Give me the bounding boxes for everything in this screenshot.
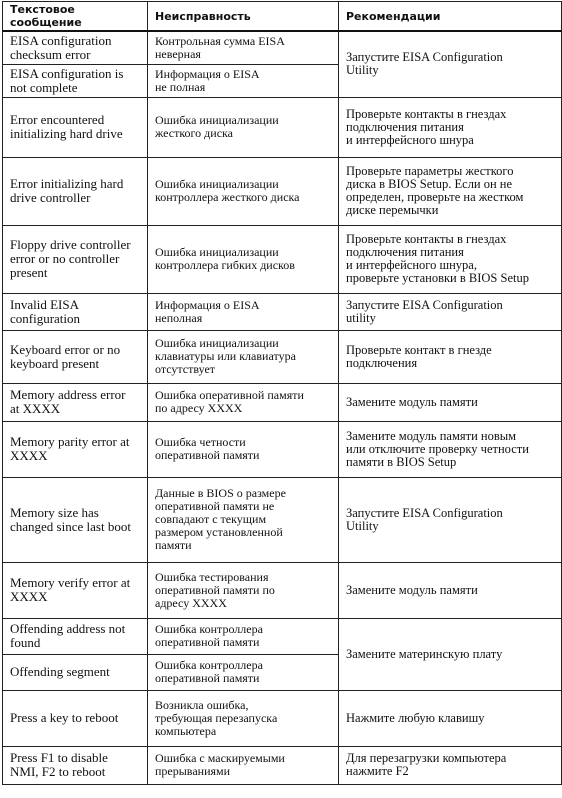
message-cell: Press F1 to disable NMI, F2 to reboot bbox=[3, 746, 148, 784]
table-row bbox=[3, 618, 562, 654]
recommendation-cell: Замените модуль памяти новым или отключите проверку четности памяти в BIOS Setup bbox=[339, 421, 562, 477]
fault-cell: Информация о EISA не полная bbox=[148, 64, 339, 97]
table-row bbox=[3, 157, 562, 225]
recommendation-cell: Проверьте контакты в гнездах подключения питания и интерфейсного шнура bbox=[339, 97, 562, 157]
fault-cell: Ошибка оперативной памяти по адресу XXXX bbox=[148, 383, 339, 421]
fault-cell: Ошибка инициализации контроллера жесткого диска bbox=[148, 157, 339, 225]
header-row bbox=[3, 2, 562, 32]
table-row bbox=[3, 31, 562, 64]
message-cell: EISA configuration checksum error bbox=[3, 31, 148, 64]
fault-cell: Ошибка четности оперативной памяти bbox=[148, 421, 339, 477]
error-messages-table bbox=[2, 1, 562, 785]
header-recommendation: Рекомендации bbox=[339, 2, 562, 32]
fault-cell: Ошибка инициализации клавиатуры или клавиатура отсутствует bbox=[148, 330, 339, 383]
recommendation-cell: Запустите EISA Configuration utility bbox=[339, 293, 562, 330]
recommendation-cell: Проверьте контакт в гнезде подключения bbox=[339, 330, 562, 383]
recommendation-cell: Нажмите любую клавишу bbox=[339, 690, 562, 746]
recommendation-cell: Замените материнскую плату bbox=[339, 618, 562, 690]
fault-cell: Ошибка контроллера оперативной памяти bbox=[148, 618, 339, 654]
recommendation-cell: Для перезагрузки компьютера нажмите F2 bbox=[339, 746, 562, 784]
header-message: Текстовое сообщение bbox=[3, 2, 148, 32]
message-cell: Memory address error at XXXX bbox=[3, 383, 148, 421]
table-row bbox=[3, 690, 562, 746]
fault-cell: Информация о EISA неполная bbox=[148, 293, 339, 330]
table-row bbox=[3, 383, 562, 421]
message-cell: Invalid EISA configuration bbox=[3, 293, 148, 330]
fault-cell: Контрольная сумма EISA неверная bbox=[148, 31, 339, 64]
table-row bbox=[3, 421, 562, 477]
recommendation-cell: Замените модуль памяти bbox=[339, 562, 562, 618]
message-cell: Memory parity error at XXXX bbox=[3, 421, 148, 477]
table-row bbox=[3, 97, 562, 157]
table-row bbox=[3, 746, 562, 784]
message-cell: Offending address not found bbox=[3, 618, 148, 654]
fault-cell: Ошибка тестирования оперативной памяти по адресу XXXX bbox=[148, 562, 339, 618]
message-cell: Offending segment bbox=[3, 654, 148, 690]
recommendation-cell: Проверьте параметры жесткого диска в BIOS Setup. Если он не определен, проверьте на жестком диске перемычки bbox=[339, 157, 562, 225]
recommendation-cell: Запустите EISA Configuration Utility bbox=[339, 477, 562, 562]
fault-cell: Ошибка инициализации жесткого диска bbox=[148, 97, 339, 157]
message-cell: Memory size has changed since last boot bbox=[3, 477, 148, 562]
fault-cell: Данные в BIOS о размере оперативной памяти не совпадают с текущим размером установленной памяти bbox=[148, 477, 339, 562]
fault-cell: Ошибка контроллера оперативной памяти bbox=[148, 654, 339, 690]
table-row bbox=[3, 477, 562, 562]
recommendation-cell: Замените модуль памяти bbox=[339, 383, 562, 421]
message-cell: EISA configuration is not complete bbox=[3, 64, 148, 97]
message-cell: Memory verify error at XXXX bbox=[3, 562, 148, 618]
fault-cell: Ошибка инициализации контроллера гибких дисков bbox=[148, 225, 339, 293]
message-cell: Keyboard error or no keyboard present bbox=[3, 330, 148, 383]
table-row bbox=[3, 330, 562, 383]
header-fault: Неисправность bbox=[148, 2, 339, 32]
recommendation-cell: Запустите EISA Configuration Utility bbox=[339, 31, 562, 97]
table-row bbox=[3, 293, 562, 330]
fault-cell: Ошибка с маскируемыми прерываниями bbox=[148, 746, 339, 784]
message-cell: Floppy drive controller error or no controller present bbox=[3, 225, 148, 293]
message-cell: Error encountered initializing hard drive bbox=[3, 97, 148, 157]
message-cell: Error initializing hard drive controller bbox=[3, 157, 148, 225]
table-row bbox=[3, 562, 562, 618]
recommendation-cell: Проверьте контакты в гнездах подключения питания и интерфейсного шнура, проверьте установки в BIOS Setup bbox=[339, 225, 562, 293]
message-cell: Press a key to reboot bbox=[3, 690, 148, 746]
table-row bbox=[3, 225, 562, 293]
fault-cell: Возникла ошибка, требующая перезапуска компьютера bbox=[148, 690, 339, 746]
